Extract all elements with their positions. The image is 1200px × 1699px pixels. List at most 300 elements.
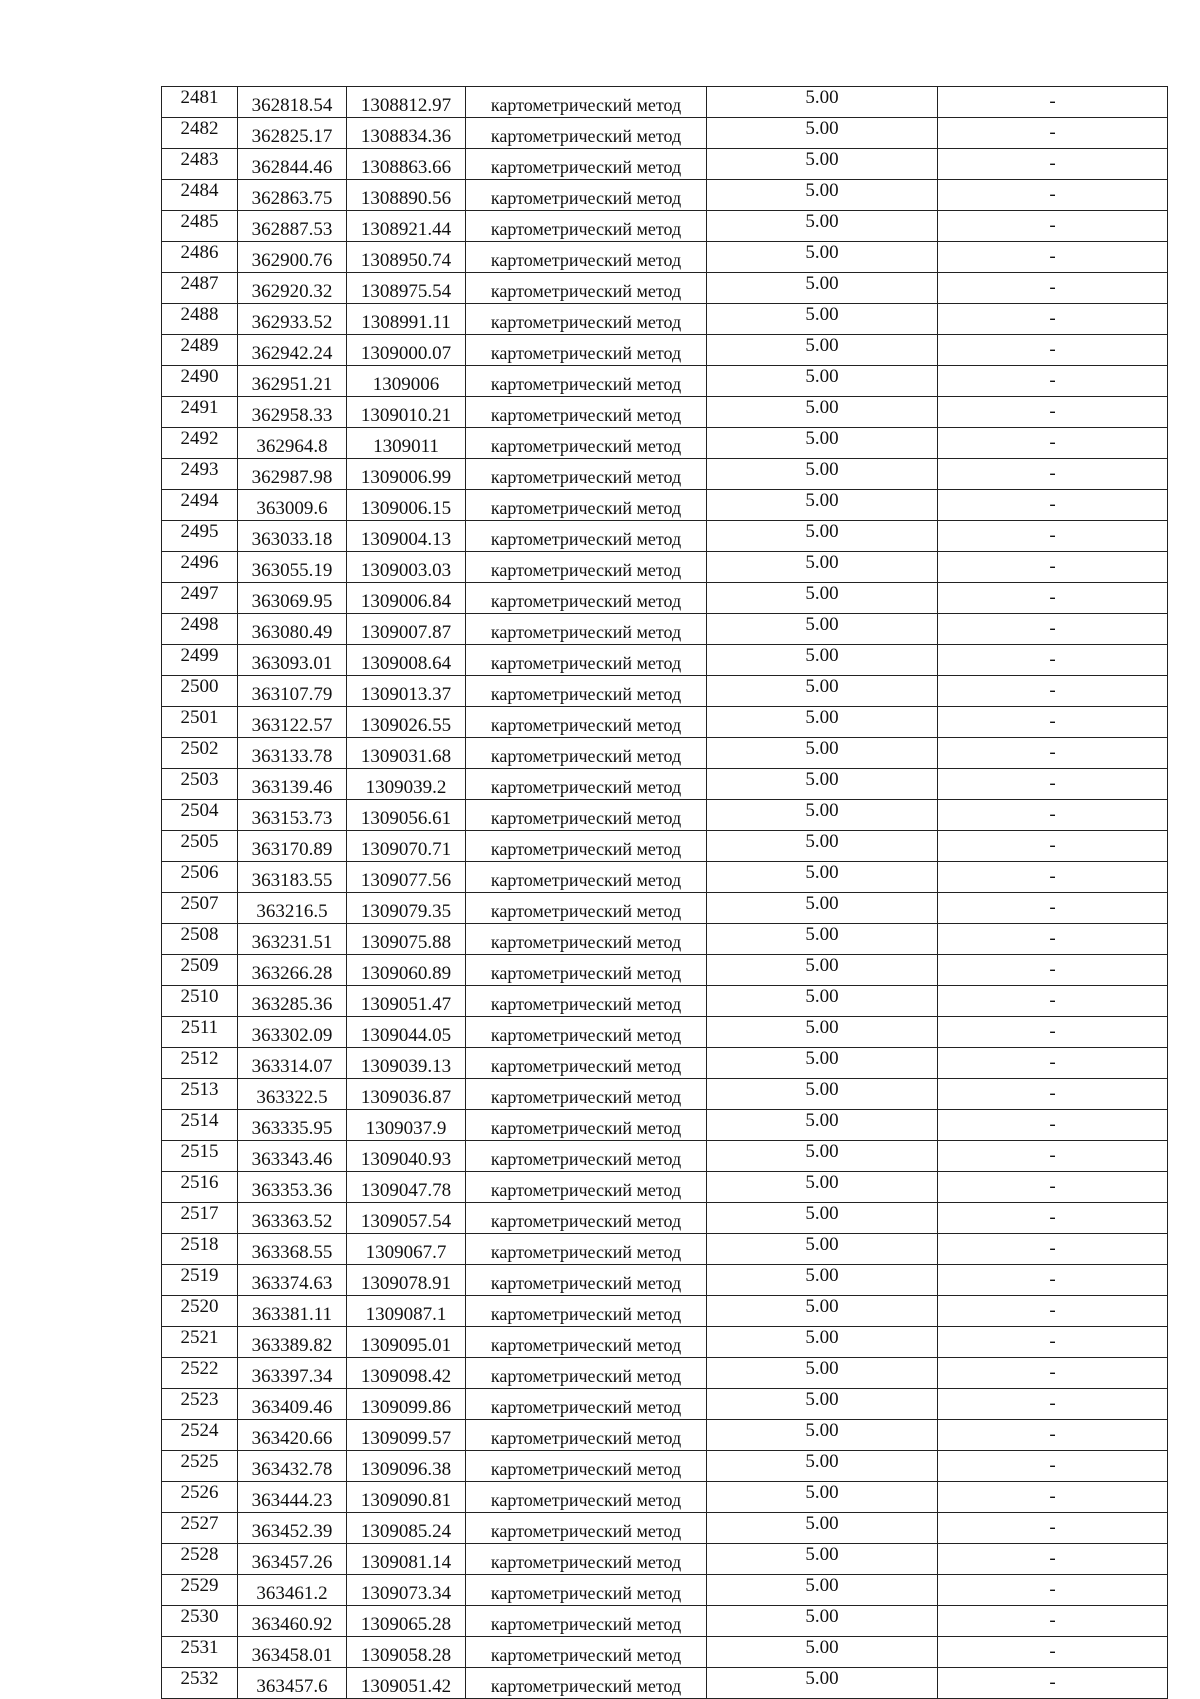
y-coordinate-cell: 1309098.42: [347, 1358, 466, 1389]
table-row: [162, 1079, 1168, 1110]
accuracy-cell: 5.00: [707, 211, 938, 242]
y-coordinate-cell: 1309011: [347, 428, 466, 459]
accuracy-cell: 5.00: [707, 428, 938, 459]
description-cell: -: [938, 1451, 1168, 1482]
accuracy-cell: 5.00: [707, 1358, 938, 1389]
x-coordinate-cell: 363458.01: [238, 1637, 347, 1668]
description-cell: -: [938, 924, 1168, 955]
accuracy-cell: 5.00: [707, 800, 938, 831]
point-number-cell: 2532: [162, 1668, 238, 1699]
point-number-cell: 2517: [162, 1203, 238, 1234]
table-row: [162, 552, 1168, 583]
method-cell: картометрический метод: [466, 707, 707, 738]
y-coordinate-cell: 1309057.54: [347, 1203, 466, 1234]
accuracy-cell: 5.00: [707, 521, 938, 552]
method-cell: картометрический метод: [466, 1513, 707, 1544]
y-coordinate-cell: 1309006.99: [347, 459, 466, 490]
y-coordinate-cell: 1309003.03: [347, 552, 466, 583]
x-coordinate-cell: 363381.11: [238, 1296, 347, 1327]
x-coordinate-cell: 363069.95: [238, 583, 347, 614]
method-cell: картометрический метод: [466, 583, 707, 614]
x-coordinate-cell: 363409.46: [238, 1389, 347, 1420]
accuracy-cell: 5.00: [707, 1141, 938, 1172]
point-number-cell: 2508: [162, 924, 238, 955]
point-number-cell: 2514: [162, 1110, 238, 1141]
x-coordinate-cell: 363335.95: [238, 1110, 347, 1141]
y-coordinate-cell: 1309000.07: [347, 335, 466, 366]
y-coordinate-cell: 1309056.61: [347, 800, 466, 831]
description-cell: -: [938, 87, 1168, 118]
description-cell: -: [938, 428, 1168, 459]
y-coordinate-cell: 1308812.97: [347, 87, 466, 118]
accuracy-cell: 5.00: [707, 304, 938, 335]
accuracy-cell: 5.00: [707, 366, 938, 397]
accuracy-cell: 5.00: [707, 986, 938, 1017]
method-cell: картометрический метод: [466, 335, 707, 366]
x-coordinate-cell: 363374.63: [238, 1265, 347, 1296]
method-cell: картометрический метод: [466, 645, 707, 676]
y-coordinate-cell: 1309044.05: [347, 1017, 466, 1048]
x-coordinate-cell: 363457.6: [238, 1668, 347, 1699]
point-number-cell: 2503: [162, 769, 238, 800]
method-cell: картометрический метод: [466, 1544, 707, 1575]
y-coordinate-cell: 1308950.74: [347, 242, 466, 273]
accuracy-cell: 5.00: [707, 118, 938, 149]
description-cell: -: [938, 273, 1168, 304]
description-cell: -: [938, 1513, 1168, 1544]
table-row: [162, 1172, 1168, 1203]
y-coordinate-cell: 1309040.93: [347, 1141, 466, 1172]
table-row: [162, 862, 1168, 893]
point-number-cell: 2492: [162, 428, 238, 459]
x-coordinate-cell: 363183.55: [238, 862, 347, 893]
method-cell: картометрический метод: [466, 1451, 707, 1482]
x-coordinate-cell: 363107.79: [238, 676, 347, 707]
x-coordinate-cell: 363055.19: [238, 552, 347, 583]
point-number-cell: 2531: [162, 1637, 238, 1668]
table-row: [162, 1637, 1168, 1668]
y-coordinate-cell: 1309070.71: [347, 831, 466, 862]
description-cell: -: [938, 1203, 1168, 1234]
accuracy-cell: 5.00: [707, 1513, 938, 1544]
description-cell: -: [938, 1327, 1168, 1358]
x-coordinate-cell: 362818.54: [238, 87, 347, 118]
x-coordinate-cell: 362900.76: [238, 242, 347, 273]
accuracy-cell: 5.00: [707, 490, 938, 521]
description-cell: -: [938, 645, 1168, 676]
x-coordinate-cell: 363009.6: [238, 490, 347, 521]
point-number-cell: 2519: [162, 1265, 238, 1296]
x-coordinate-cell: 363122.57: [238, 707, 347, 738]
point-number-cell: 2488: [162, 304, 238, 335]
y-coordinate-cell: 1309065.28: [347, 1606, 466, 1637]
x-coordinate-cell: 363314.07: [238, 1048, 347, 1079]
accuracy-cell: 5.00: [707, 1327, 938, 1358]
y-coordinate-cell: 1309047.78: [347, 1172, 466, 1203]
table-row: [162, 676, 1168, 707]
y-coordinate-cell: 1309081.14: [347, 1544, 466, 1575]
description-cell: -: [938, 1358, 1168, 1389]
table-row: [162, 242, 1168, 273]
method-cell: картометрический метод: [466, 490, 707, 521]
method-cell: картометрический метод: [466, 800, 707, 831]
x-coordinate-cell: 363444.23: [238, 1482, 347, 1513]
y-coordinate-cell: 1309078.91: [347, 1265, 466, 1296]
description-cell: -: [938, 118, 1168, 149]
description-cell: -: [938, 304, 1168, 335]
x-coordinate-cell: 362887.53: [238, 211, 347, 242]
y-coordinate-cell: 1309087.1: [347, 1296, 466, 1327]
x-coordinate-cell: 363285.36: [238, 986, 347, 1017]
point-number-cell: 2498: [162, 614, 238, 645]
method-cell: картометрический метод: [466, 1265, 707, 1296]
point-number-cell: 2502: [162, 738, 238, 769]
description-cell: -: [938, 800, 1168, 831]
point-number-cell: 2482: [162, 118, 238, 149]
description-cell: -: [938, 1389, 1168, 1420]
x-coordinate-cell: 363139.46: [238, 769, 347, 800]
description-cell: -: [938, 955, 1168, 986]
method-cell: картометрический метод: [466, 552, 707, 583]
description-cell: -: [938, 149, 1168, 180]
point-number-cell: 2497: [162, 583, 238, 614]
accuracy-cell: 5.00: [707, 1296, 938, 1327]
method-cell: картометрический метод: [466, 118, 707, 149]
description-cell: -: [938, 986, 1168, 1017]
accuracy-cell: 5.00: [707, 149, 938, 180]
x-coordinate-cell: 363216.5: [238, 893, 347, 924]
x-coordinate-cell: 363033.18: [238, 521, 347, 552]
table-row: [162, 955, 1168, 986]
description-cell: -: [938, 831, 1168, 862]
method-cell: картометрический метод: [466, 366, 707, 397]
x-coordinate-cell: 362825.17: [238, 118, 347, 149]
table-row: [162, 1389, 1168, 1420]
point-number-cell: 2486: [162, 242, 238, 273]
table-row: [162, 1296, 1168, 1327]
x-coordinate-cell: 362933.52: [238, 304, 347, 335]
x-coordinate-cell: 362863.75: [238, 180, 347, 211]
x-coordinate-cell: 363457.26: [238, 1544, 347, 1575]
point-number-cell: 2507: [162, 893, 238, 924]
point-number-cell: 2524: [162, 1420, 238, 1451]
point-number-cell: 2501: [162, 707, 238, 738]
point-number-cell: 2494: [162, 490, 238, 521]
description-cell: -: [938, 1544, 1168, 1575]
method-cell: картометрический метод: [466, 180, 707, 211]
point-number-cell: 2521: [162, 1327, 238, 1358]
table-row: [162, 1110, 1168, 1141]
description-cell: -: [938, 552, 1168, 583]
table-row: [162, 1141, 1168, 1172]
point-number-cell: 2483: [162, 149, 238, 180]
method-cell: картометрический метод: [466, 831, 707, 862]
y-coordinate-cell: 1308834.36: [347, 118, 466, 149]
x-coordinate-cell: 363461.2: [238, 1575, 347, 1606]
x-coordinate-cell: 363093.01: [238, 645, 347, 676]
x-coordinate-cell: 363133.78: [238, 738, 347, 769]
x-coordinate-cell: 362920.32: [238, 273, 347, 304]
table-row: [162, 428, 1168, 459]
accuracy-cell: 5.00: [707, 335, 938, 366]
description-cell: -: [938, 335, 1168, 366]
accuracy-cell: 5.00: [707, 862, 938, 893]
accuracy-cell: 5.00: [707, 87, 938, 118]
method-cell: картометрический метод: [466, 862, 707, 893]
accuracy-cell: 5.00: [707, 1079, 938, 1110]
description-cell: -: [938, 180, 1168, 211]
y-coordinate-cell: 1309073.34: [347, 1575, 466, 1606]
x-coordinate-cell: 363302.09: [238, 1017, 347, 1048]
x-coordinate-cell: 363368.55: [238, 1234, 347, 1265]
y-coordinate-cell: 1309031.68: [347, 738, 466, 769]
table-row: [162, 1451, 1168, 1482]
y-coordinate-cell: 1309099.86: [347, 1389, 466, 1420]
table-row: [162, 1358, 1168, 1389]
y-coordinate-cell: 1309039.13: [347, 1048, 466, 1079]
method-cell: картометрический метод: [466, 1637, 707, 1668]
y-coordinate-cell: 1309090.81: [347, 1482, 466, 1513]
method-cell: картометрический метод: [466, 1141, 707, 1172]
description-cell: -: [938, 1637, 1168, 1668]
x-coordinate-cell: 363363.52: [238, 1203, 347, 1234]
y-coordinate-cell: 1309096.38: [347, 1451, 466, 1482]
method-cell: картометрический метод: [466, 459, 707, 490]
y-coordinate-cell: 1309051.42: [347, 1668, 466, 1699]
table-row: [162, 1606, 1168, 1637]
method-cell: картометрический метод: [466, 1482, 707, 1513]
x-coordinate-cell: 363353.36: [238, 1172, 347, 1203]
method-cell: картометрический метод: [466, 738, 707, 769]
accuracy-cell: 5.00: [707, 397, 938, 428]
point-number-cell: 2491: [162, 397, 238, 428]
table-row: [162, 986, 1168, 1017]
accuracy-cell: 5.00: [707, 738, 938, 769]
coordinates-table: [161, 86, 1168, 1699]
description-cell: -: [938, 1482, 1168, 1513]
description-cell: -: [938, 459, 1168, 490]
point-number-cell: 2527: [162, 1513, 238, 1544]
point-number-cell: 2516: [162, 1172, 238, 1203]
description-cell: -: [938, 1296, 1168, 1327]
table-row: [162, 1234, 1168, 1265]
accuracy-cell: 5.00: [707, 924, 938, 955]
method-cell: картометрический метод: [466, 769, 707, 800]
description-cell: -: [938, 1172, 1168, 1203]
accuracy-cell: 5.00: [707, 1203, 938, 1234]
table-row: [162, 397, 1168, 428]
point-number-cell: 2511: [162, 1017, 238, 1048]
table-row: [162, 211, 1168, 242]
y-coordinate-cell: 1309004.13: [347, 521, 466, 552]
point-number-cell: 2530: [162, 1606, 238, 1637]
table-row: [162, 1265, 1168, 1296]
y-coordinate-cell: 1309006: [347, 366, 466, 397]
accuracy-cell: 5.00: [707, 1234, 938, 1265]
description-cell: -: [938, 862, 1168, 893]
table-body: [162, 87, 1168, 1699]
point-number-cell: 2500: [162, 676, 238, 707]
table-row: [162, 490, 1168, 521]
point-number-cell: 2509: [162, 955, 238, 986]
table-row: [162, 800, 1168, 831]
accuracy-cell: 5.00: [707, 1389, 938, 1420]
method-cell: картометрический метод: [466, 614, 707, 645]
y-coordinate-cell: 1309075.88: [347, 924, 466, 955]
y-coordinate-cell: 1309077.56: [347, 862, 466, 893]
x-coordinate-cell: 362844.46: [238, 149, 347, 180]
x-coordinate-cell: 363420.66: [238, 1420, 347, 1451]
point-number-cell: 2495: [162, 521, 238, 552]
x-coordinate-cell: 363432.78: [238, 1451, 347, 1482]
point-number-cell: 2499: [162, 645, 238, 676]
y-coordinate-cell: 1309026.55: [347, 707, 466, 738]
accuracy-cell: 5.00: [707, 1110, 938, 1141]
y-coordinate-cell: 1309067.7: [347, 1234, 466, 1265]
description-cell: -: [938, 1668, 1168, 1699]
method-cell: картометрический метод: [466, 1606, 707, 1637]
method-cell: картометрический метод: [466, 1017, 707, 1048]
table-row: [162, 180, 1168, 211]
point-number-cell: 2525: [162, 1451, 238, 1482]
method-cell: картометрический метод: [466, 1110, 707, 1141]
accuracy-cell: 5.00: [707, 583, 938, 614]
method-cell: картометрический метод: [466, 304, 707, 335]
point-number-cell: 2529: [162, 1575, 238, 1606]
accuracy-cell: 5.00: [707, 1668, 938, 1699]
y-coordinate-cell: 1309006.84: [347, 583, 466, 614]
y-coordinate-cell: 1309060.89: [347, 955, 466, 986]
y-coordinate-cell: 1308975.54: [347, 273, 466, 304]
accuracy-cell: 5.00: [707, 1637, 938, 1668]
x-coordinate-cell: 363153.73: [238, 800, 347, 831]
method-cell: картометрический метод: [466, 1079, 707, 1110]
x-coordinate-cell: 363343.46: [238, 1141, 347, 1172]
table-row: [162, 924, 1168, 955]
table-row: [162, 521, 1168, 552]
point-number-cell: 2523: [162, 1389, 238, 1420]
method-cell: картометрический метод: [466, 1420, 707, 1451]
table-row: [162, 273, 1168, 304]
point-number-cell: 2513: [162, 1079, 238, 1110]
description-cell: -: [938, 521, 1168, 552]
method-cell: картометрический метод: [466, 87, 707, 118]
point-number-cell: 2484: [162, 180, 238, 211]
point-number-cell: 2485: [162, 211, 238, 242]
accuracy-cell: 5.00: [707, 769, 938, 800]
table-row: [162, 1575, 1168, 1606]
table-row: [162, 87, 1168, 118]
point-number-cell: 2528: [162, 1544, 238, 1575]
table-row: [162, 1513, 1168, 1544]
y-coordinate-cell: 1309010.21: [347, 397, 466, 428]
point-number-cell: 2496: [162, 552, 238, 583]
accuracy-cell: 5.00: [707, 1482, 938, 1513]
accuracy-cell: 5.00: [707, 831, 938, 862]
y-coordinate-cell: 1309037.9: [347, 1110, 466, 1141]
method-cell: картометрический метод: [466, 1234, 707, 1265]
table-row: [162, 1544, 1168, 1575]
x-coordinate-cell: 362987.98: [238, 459, 347, 490]
accuracy-cell: 5.00: [707, 707, 938, 738]
point-number-cell: 2490: [162, 366, 238, 397]
x-coordinate-cell: 363460.92: [238, 1606, 347, 1637]
method-cell: картометрический метод: [466, 521, 707, 552]
description-cell: -: [938, 1079, 1168, 1110]
point-number-cell: 2505: [162, 831, 238, 862]
x-coordinate-cell: 362964.8: [238, 428, 347, 459]
description-cell: -: [938, 738, 1168, 769]
x-coordinate-cell: 362951.21: [238, 366, 347, 397]
description-cell: -: [938, 366, 1168, 397]
description-cell: -: [938, 1575, 1168, 1606]
y-coordinate-cell: 1309006.15: [347, 490, 466, 521]
point-number-cell: 2510: [162, 986, 238, 1017]
method-cell: картометрический метод: [466, 1048, 707, 1079]
method-cell: картометрический метод: [466, 955, 707, 986]
method-cell: картометрический метод: [466, 924, 707, 955]
table-row: [162, 1017, 1168, 1048]
accuracy-cell: 5.00: [707, 1606, 938, 1637]
table-row: [162, 769, 1168, 800]
method-cell: картометрический метод: [466, 986, 707, 1017]
accuracy-cell: 5.00: [707, 1048, 938, 1079]
description-cell: -: [938, 1048, 1168, 1079]
table-row: [162, 459, 1168, 490]
table-row: [162, 614, 1168, 645]
table-row: [162, 1482, 1168, 1513]
accuracy-cell: 5.00: [707, 1451, 938, 1482]
accuracy-cell: 5.00: [707, 1265, 938, 1296]
point-number-cell: 2493: [162, 459, 238, 490]
description-cell: -: [938, 1420, 1168, 1451]
point-number-cell: 2522: [162, 1358, 238, 1389]
description-cell: -: [938, 1110, 1168, 1141]
table-row: [162, 1203, 1168, 1234]
description-cell: -: [938, 1606, 1168, 1637]
method-cell: картометрический метод: [466, 397, 707, 428]
point-number-cell: 2506: [162, 862, 238, 893]
point-number-cell: 2518: [162, 1234, 238, 1265]
description-cell: -: [938, 614, 1168, 645]
description-cell: -: [938, 1017, 1168, 1048]
point-number-cell: 2526: [162, 1482, 238, 1513]
accuracy-cell: 5.00: [707, 552, 938, 583]
table-row: [162, 149, 1168, 180]
method-cell: картометрический метод: [466, 242, 707, 273]
accuracy-cell: 5.00: [707, 676, 938, 707]
y-coordinate-cell: 1308863.66: [347, 149, 466, 180]
description-cell: -: [938, 676, 1168, 707]
y-coordinate-cell: 1309085.24: [347, 1513, 466, 1544]
point-number-cell: 2520: [162, 1296, 238, 1327]
y-coordinate-cell: 1308890.56: [347, 180, 466, 211]
method-cell: картометрический метод: [466, 893, 707, 924]
method-cell: картометрический метод: [466, 1203, 707, 1234]
method-cell: картометрический метод: [466, 1358, 707, 1389]
method-cell: картометрический метод: [466, 1327, 707, 1358]
description-cell: -: [938, 211, 1168, 242]
description-cell: -: [938, 1234, 1168, 1265]
accuracy-cell: 5.00: [707, 1544, 938, 1575]
accuracy-cell: 5.00: [707, 1420, 938, 1451]
accuracy-cell: 5.00: [707, 893, 938, 924]
y-coordinate-cell: 1309007.87: [347, 614, 466, 645]
table-row: [162, 1668, 1168, 1699]
table-row: [162, 645, 1168, 676]
accuracy-cell: 5.00: [707, 242, 938, 273]
accuracy-cell: 5.00: [707, 1017, 938, 1048]
